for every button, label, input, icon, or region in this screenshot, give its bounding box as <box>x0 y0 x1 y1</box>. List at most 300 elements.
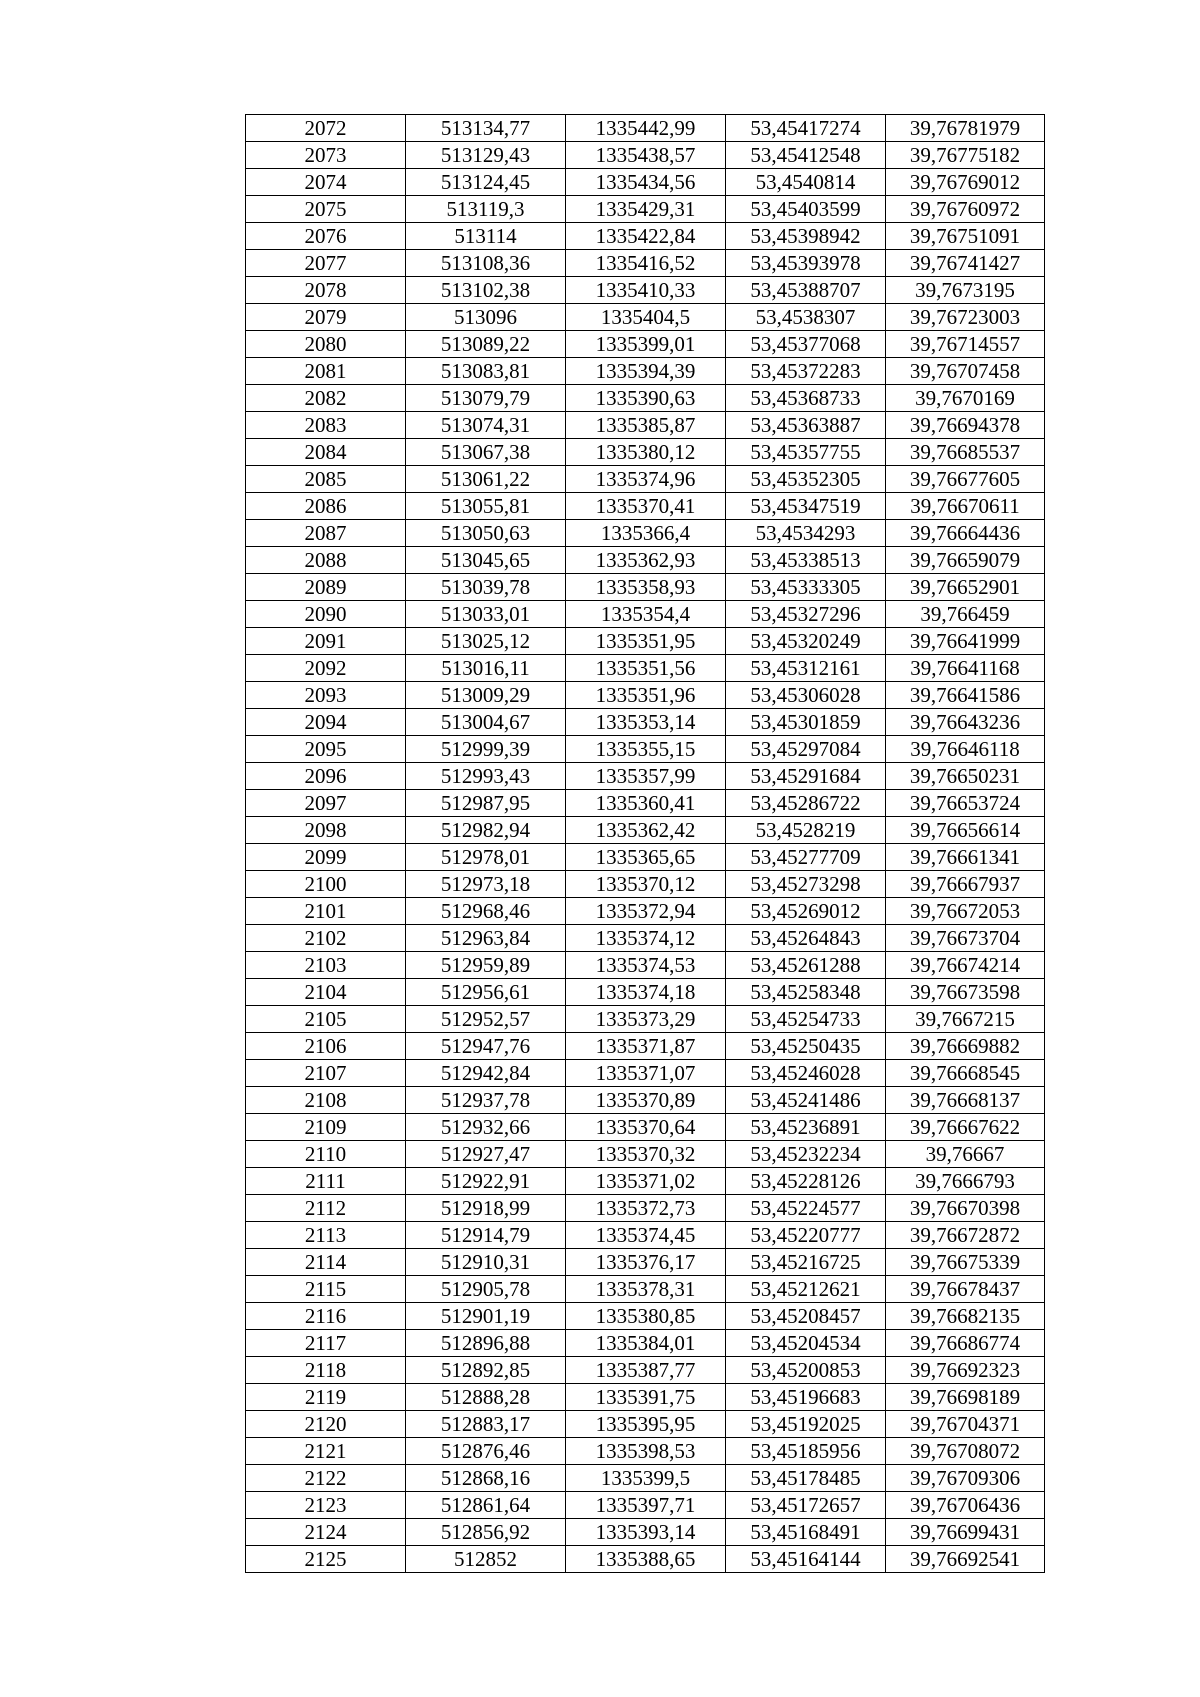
point-number-cell: 2125 <box>246 1546 406 1573</box>
table-row <box>246 655 1045 682</box>
point-number-cell: 2114 <box>246 1249 406 1276</box>
table-row <box>246 439 1045 466</box>
y-coordinate-cell: 1335365,65 <box>566 844 726 871</box>
table-row <box>246 1222 1045 1249</box>
point-number-cell: 2121 <box>246 1438 406 1465</box>
x-coordinate-cell: 513114 <box>406 223 566 250</box>
table-row <box>246 250 1045 277</box>
y-coordinate-cell: 1335374,18 <box>566 979 726 1006</box>
table-row <box>246 304 1045 331</box>
point-number-cell: 2117 <box>246 1330 406 1357</box>
table-row <box>246 1168 1045 1195</box>
point-number-cell: 2075 <box>246 196 406 223</box>
y-coordinate-cell: 1335399,01 <box>566 331 726 358</box>
y-coordinate-cell: 1335366,4 <box>566 520 726 547</box>
y-coordinate-cell: 1335442,99 <box>566 115 726 142</box>
latitude-cell: 53,45269012 <box>726 898 886 925</box>
point-number-cell: 2116 <box>246 1303 406 1330</box>
x-coordinate-cell: 512987,95 <box>406 790 566 817</box>
table-row <box>246 1087 1045 1114</box>
x-coordinate-cell: 513033,01 <box>406 601 566 628</box>
x-coordinate-cell: 513096 <box>406 304 566 331</box>
x-coordinate-cell: 513004,67 <box>406 709 566 736</box>
x-coordinate-cell: 513108,36 <box>406 250 566 277</box>
x-coordinate-cell: 513102,38 <box>406 277 566 304</box>
latitude-cell: 53,45372283 <box>726 358 886 385</box>
y-coordinate-cell: 1335360,41 <box>566 790 726 817</box>
y-coordinate-cell: 1335370,64 <box>566 1114 726 1141</box>
x-coordinate-cell: 512963,84 <box>406 925 566 952</box>
x-coordinate-cell: 512868,16 <box>406 1465 566 1492</box>
x-coordinate-cell: 512952,57 <box>406 1006 566 1033</box>
longitude-cell: 39,76641999 <box>886 628 1045 655</box>
point-number-cell: 2072 <box>246 115 406 142</box>
longitude-cell: 39,76641586 <box>886 682 1045 709</box>
table-row <box>246 682 1045 709</box>
x-coordinate-cell: 513083,81 <box>406 358 566 385</box>
longitude-cell: 39,76692541 <box>886 1546 1045 1573</box>
longitude-cell: 39,76673598 <box>886 979 1045 1006</box>
latitude-cell: 53,45412548 <box>726 142 886 169</box>
longitude-cell: 39,76751091 <box>886 223 1045 250</box>
longitude-cell: 39,76661341 <box>886 844 1045 871</box>
y-coordinate-cell: 1335416,52 <box>566 250 726 277</box>
y-coordinate-cell: 1335399,5 <box>566 1465 726 1492</box>
point-number-cell: 2100 <box>246 871 406 898</box>
longitude-cell: 39,76682135 <box>886 1303 1045 1330</box>
point-number-cell: 2106 <box>246 1033 406 1060</box>
point-number-cell: 2090 <box>246 601 406 628</box>
table-row <box>246 1249 1045 1276</box>
point-number-cell: 2091 <box>246 628 406 655</box>
longitude-cell: 39,76781979 <box>886 115 1045 142</box>
x-coordinate-cell: 513055,81 <box>406 493 566 520</box>
table-row <box>246 358 1045 385</box>
table-row <box>246 979 1045 1006</box>
table-row <box>246 1546 1045 1573</box>
point-number-cell: 2118 <box>246 1357 406 1384</box>
x-coordinate-cell: 512896,88 <box>406 1330 566 1357</box>
x-coordinate-cell: 513134,77 <box>406 115 566 142</box>
point-number-cell: 2098 <box>246 817 406 844</box>
point-number-cell: 2081 <box>246 358 406 385</box>
latitude-cell: 53,45286722 <box>726 790 886 817</box>
table-row <box>246 115 1045 142</box>
x-coordinate-cell: 512927,47 <box>406 1141 566 1168</box>
point-number-cell: 2113 <box>246 1222 406 1249</box>
point-number-cell: 2079 <box>246 304 406 331</box>
table-row <box>246 817 1045 844</box>
latitude-cell: 53,45301859 <box>726 709 886 736</box>
table-row <box>246 1519 1045 1546</box>
point-number-cell: 2111 <box>246 1168 406 1195</box>
latitude-cell: 53,45333305 <box>726 574 886 601</box>
y-coordinate-cell: 1335380,85 <box>566 1303 726 1330</box>
latitude-cell: 53,45192025 <box>726 1411 886 1438</box>
point-number-cell: 2107 <box>246 1060 406 1087</box>
table-row <box>246 1141 1045 1168</box>
y-coordinate-cell: 1335353,14 <box>566 709 726 736</box>
longitude-cell: 39,76670611 <box>886 493 1045 520</box>
y-coordinate-cell: 1335385,87 <box>566 412 726 439</box>
longitude-cell: 39,76686774 <box>886 1330 1045 1357</box>
longitude-cell: 39,76698189 <box>886 1384 1045 1411</box>
y-coordinate-cell: 1335384,01 <box>566 1330 726 1357</box>
latitude-cell: 53,45297084 <box>726 736 886 763</box>
y-coordinate-cell: 1335354,4 <box>566 601 726 628</box>
coordinates-table <box>245 114 1045 1573</box>
x-coordinate-cell: 512861,64 <box>406 1492 566 1519</box>
table-row <box>246 709 1045 736</box>
longitude-cell: 39,76650231 <box>886 763 1045 790</box>
longitude-cell: 39,76672872 <box>886 1222 1045 1249</box>
latitude-cell: 53,45377068 <box>726 331 886 358</box>
x-coordinate-cell: 512932,66 <box>406 1114 566 1141</box>
y-coordinate-cell: 1335434,56 <box>566 169 726 196</box>
point-number-cell: 2099 <box>246 844 406 871</box>
y-coordinate-cell: 1335374,12 <box>566 925 726 952</box>
point-number-cell: 2108 <box>246 1087 406 1114</box>
longitude-cell: 39,76641168 <box>886 655 1045 682</box>
table-row <box>246 925 1045 952</box>
table-row <box>246 1465 1045 1492</box>
x-coordinate-cell: 512999,39 <box>406 736 566 763</box>
y-coordinate-cell: 1335404,5 <box>566 304 726 331</box>
y-coordinate-cell: 1335351,56 <box>566 655 726 682</box>
y-coordinate-cell: 1335358,93 <box>566 574 726 601</box>
y-coordinate-cell: 1335395,95 <box>566 1411 726 1438</box>
latitude-cell: 53,45224577 <box>726 1195 886 1222</box>
table-row <box>246 1384 1045 1411</box>
table-row <box>246 1276 1045 1303</box>
x-coordinate-cell: 513025,12 <box>406 628 566 655</box>
x-coordinate-cell: 512852 <box>406 1546 566 1573</box>
table-row <box>246 520 1045 547</box>
longitude-cell: 39,76699431 <box>886 1519 1045 1546</box>
longitude-cell: 39,76673704 <box>886 925 1045 952</box>
y-coordinate-cell: 1335370,12 <box>566 871 726 898</box>
table-row <box>246 142 1045 169</box>
table-row <box>246 898 1045 925</box>
y-coordinate-cell: 1335351,96 <box>566 682 726 709</box>
x-coordinate-cell: 512973,18 <box>406 871 566 898</box>
longitude-cell: 39,76678437 <box>886 1276 1045 1303</box>
point-number-cell: 2103 <box>246 952 406 979</box>
latitude-cell: 53,45216725 <box>726 1249 886 1276</box>
latitude-cell: 53,45168491 <box>726 1519 886 1546</box>
latitude-cell: 53,45352305 <box>726 466 886 493</box>
point-number-cell: 2120 <box>246 1411 406 1438</box>
longitude-cell: 39,76670398 <box>886 1195 1045 1222</box>
x-coordinate-cell: 512856,92 <box>406 1519 566 1546</box>
table-row <box>246 601 1045 628</box>
x-coordinate-cell: 512956,61 <box>406 979 566 1006</box>
latitude-cell: 53,45273298 <box>726 871 886 898</box>
point-number-cell: 2093 <box>246 682 406 709</box>
table-row <box>246 223 1045 250</box>
latitude-cell: 53,45291684 <box>726 763 886 790</box>
latitude-cell: 53,45185956 <box>726 1438 886 1465</box>
latitude-cell: 53,45258348 <box>726 979 886 1006</box>
y-coordinate-cell: 1335380,12 <box>566 439 726 466</box>
latitude-cell: 53,45306028 <box>726 682 886 709</box>
point-number-cell: 2087 <box>246 520 406 547</box>
table-row <box>246 547 1045 574</box>
y-coordinate-cell: 1335371,02 <box>566 1168 726 1195</box>
latitude-cell: 53,45338513 <box>726 547 886 574</box>
x-coordinate-cell: 512978,01 <box>406 844 566 871</box>
table-row <box>246 763 1045 790</box>
longitude-cell: 39,76694378 <box>886 412 1045 439</box>
point-number-cell: 2109 <box>246 1114 406 1141</box>
x-coordinate-cell: 512914,79 <box>406 1222 566 1249</box>
y-coordinate-cell: 1335370,89 <box>566 1087 726 1114</box>
longitude-cell: 39,76675339 <box>886 1249 1045 1276</box>
x-coordinate-cell: 513089,22 <box>406 331 566 358</box>
point-number-cell: 2086 <box>246 493 406 520</box>
table-row <box>246 331 1045 358</box>
longitude-cell: 39,76708072 <box>886 1438 1045 1465</box>
x-coordinate-cell: 513050,63 <box>406 520 566 547</box>
latitude-cell: 53,45403599 <box>726 196 886 223</box>
longitude-cell: 39,76674214 <box>886 952 1045 979</box>
latitude-cell: 53,45232234 <box>726 1141 886 1168</box>
latitude-cell: 53,45312161 <box>726 655 886 682</box>
latitude-cell: 53,45236891 <box>726 1114 886 1141</box>
latitude-cell: 53,45208457 <box>726 1303 886 1330</box>
longitude-cell: 39,76741427 <box>886 250 1045 277</box>
point-number-cell: 2078 <box>246 277 406 304</box>
longitude-cell: 39,76646118 <box>886 736 1045 763</box>
y-coordinate-cell: 1335390,63 <box>566 385 726 412</box>
y-coordinate-cell: 1335388,65 <box>566 1546 726 1573</box>
point-number-cell: 2085 <box>246 466 406 493</box>
longitude-cell: 39,76692323 <box>886 1357 1045 1384</box>
longitude-cell: 39,76652901 <box>886 574 1045 601</box>
longitude-cell: 39,76667 <box>886 1141 1045 1168</box>
x-coordinate-cell: 513061,22 <box>406 466 566 493</box>
table-row <box>246 1411 1045 1438</box>
longitude-cell: 39,76677605 <box>886 466 1045 493</box>
latitude-cell: 53,4534293 <box>726 520 886 547</box>
y-coordinate-cell: 1335391,75 <box>566 1384 726 1411</box>
x-coordinate-cell: 512968,46 <box>406 898 566 925</box>
latitude-cell: 53,45200853 <box>726 1357 886 1384</box>
y-coordinate-cell: 1335387,77 <box>566 1357 726 1384</box>
x-coordinate-cell: 512888,28 <box>406 1384 566 1411</box>
point-number-cell: 2097 <box>246 790 406 817</box>
y-coordinate-cell: 1335378,31 <box>566 1276 726 1303</box>
point-number-cell: 2084 <box>246 439 406 466</box>
y-coordinate-cell: 1335372,94 <box>566 898 726 925</box>
x-coordinate-cell: 513045,65 <box>406 547 566 574</box>
x-coordinate-cell: 513067,38 <box>406 439 566 466</box>
latitude-cell: 53,45164144 <box>726 1546 886 1573</box>
latitude-cell: 53,4528219 <box>726 817 886 844</box>
x-coordinate-cell: 513119,3 <box>406 196 566 223</box>
latitude-cell: 53,45254733 <box>726 1006 886 1033</box>
latitude-cell: 53,45417274 <box>726 115 886 142</box>
latitude-cell: 53,45327296 <box>726 601 886 628</box>
table-row <box>246 277 1045 304</box>
y-coordinate-cell: 1335410,33 <box>566 277 726 304</box>
point-number-cell: 2082 <box>246 385 406 412</box>
point-number-cell: 2122 <box>246 1465 406 1492</box>
latitude-cell: 53,45220777 <box>726 1222 886 1249</box>
point-number-cell: 2095 <box>246 736 406 763</box>
longitude-cell: 39,76714557 <box>886 331 1045 358</box>
point-number-cell: 2110 <box>246 1141 406 1168</box>
point-number-cell: 2123 <box>246 1492 406 1519</box>
x-coordinate-cell: 512993,43 <box>406 763 566 790</box>
x-coordinate-cell: 512905,78 <box>406 1276 566 1303</box>
longitude-cell: 39,76667622 <box>886 1114 1045 1141</box>
y-coordinate-cell: 1335394,39 <box>566 358 726 385</box>
y-coordinate-cell: 1335362,93 <box>566 547 726 574</box>
latitude-cell: 53,45250435 <box>726 1033 886 1060</box>
longitude-cell: 39,76659079 <box>886 547 1045 574</box>
longitude-cell: 39,76760972 <box>886 196 1045 223</box>
longitude-cell: 39,76709306 <box>886 1465 1045 1492</box>
y-coordinate-cell: 1335370,41 <box>566 493 726 520</box>
point-number-cell: 2073 <box>246 142 406 169</box>
latitude-cell: 53,45320249 <box>726 628 886 655</box>
table-row <box>246 871 1045 898</box>
y-coordinate-cell: 1335429,31 <box>566 196 726 223</box>
y-coordinate-cell: 1335373,29 <box>566 1006 726 1033</box>
x-coordinate-cell: 512901,19 <box>406 1303 566 1330</box>
x-coordinate-cell: 512982,94 <box>406 817 566 844</box>
x-coordinate-cell: 512910,31 <box>406 1249 566 1276</box>
y-coordinate-cell: 1335438,57 <box>566 142 726 169</box>
x-coordinate-cell: 513079,79 <box>406 385 566 412</box>
longitude-cell: 39,76643236 <box>886 709 1045 736</box>
longitude-cell: 39,7667215 <box>886 1006 1045 1033</box>
longitude-cell: 39,76672053 <box>886 898 1045 925</box>
y-coordinate-cell: 1335397,71 <box>566 1492 726 1519</box>
longitude-cell: 39,76668137 <box>886 1087 1045 1114</box>
latitude-cell: 53,45368733 <box>726 385 886 412</box>
x-coordinate-cell: 512876,46 <box>406 1438 566 1465</box>
table-row <box>246 574 1045 601</box>
latitude-cell: 53,45398942 <box>726 223 886 250</box>
x-coordinate-cell: 512937,78 <box>406 1087 566 1114</box>
x-coordinate-cell: 512942,84 <box>406 1060 566 1087</box>
longitude-cell: 39,76707458 <box>886 358 1045 385</box>
latitude-cell: 53,45261288 <box>726 952 886 979</box>
x-coordinate-cell: 512918,99 <box>406 1195 566 1222</box>
latitude-cell: 53,45393978 <box>726 250 886 277</box>
latitude-cell: 53,45363887 <box>726 412 886 439</box>
x-coordinate-cell: 512922,91 <box>406 1168 566 1195</box>
table-row <box>246 169 1045 196</box>
latitude-cell: 53,45212621 <box>726 1276 886 1303</box>
x-coordinate-cell: 513129,43 <box>406 142 566 169</box>
point-number-cell: 2115 <box>246 1276 406 1303</box>
latitude-cell: 53,4540814 <box>726 169 886 196</box>
point-number-cell: 2119 <box>246 1384 406 1411</box>
y-coordinate-cell: 1335371,07 <box>566 1060 726 1087</box>
latitude-cell: 53,45172657 <box>726 1492 886 1519</box>
table-row <box>246 1330 1045 1357</box>
y-coordinate-cell: 1335355,15 <box>566 736 726 763</box>
y-coordinate-cell: 1335374,53 <box>566 952 726 979</box>
table-row <box>246 844 1045 871</box>
point-number-cell: 2094 <box>246 709 406 736</box>
point-number-cell: 2092 <box>246 655 406 682</box>
point-number-cell: 2102 <box>246 925 406 952</box>
y-coordinate-cell: 1335376,17 <box>566 1249 726 1276</box>
y-coordinate-cell: 1335422,84 <box>566 223 726 250</box>
table-row <box>246 1195 1045 1222</box>
longitude-cell: 39,76669882 <box>886 1033 1045 1060</box>
latitude-cell: 53,45388707 <box>726 277 886 304</box>
table-row <box>246 1033 1045 1060</box>
table-row <box>246 736 1045 763</box>
x-coordinate-cell: 512892,85 <box>406 1357 566 1384</box>
longitude-cell: 39,76668545 <box>886 1060 1045 1087</box>
latitude-cell: 53,45246028 <box>726 1060 886 1087</box>
latitude-cell: 53,45347519 <box>726 493 886 520</box>
longitude-cell: 39,76706436 <box>886 1492 1045 1519</box>
longitude-cell: 39,7666793 <box>886 1168 1045 1195</box>
point-number-cell: 2096 <box>246 763 406 790</box>
x-coordinate-cell: 512959,89 <box>406 952 566 979</box>
longitude-cell: 39,76704371 <box>886 1411 1045 1438</box>
x-coordinate-cell: 513016,11 <box>406 655 566 682</box>
y-coordinate-cell: 1335370,32 <box>566 1141 726 1168</box>
longitude-cell: 39,76653724 <box>886 790 1045 817</box>
y-coordinate-cell: 1335393,14 <box>566 1519 726 1546</box>
longitude-cell: 39,76656614 <box>886 817 1045 844</box>
point-number-cell: 2105 <box>246 1006 406 1033</box>
longitude-cell: 39,76723003 <box>886 304 1045 331</box>
table-row <box>246 1438 1045 1465</box>
table-row <box>246 1006 1045 1033</box>
x-coordinate-cell: 513124,45 <box>406 169 566 196</box>
latitude-cell: 53,45196683 <box>726 1384 886 1411</box>
latitude-cell: 53,45228126 <box>726 1168 886 1195</box>
point-number-cell: 2101 <box>246 898 406 925</box>
table-row <box>246 790 1045 817</box>
longitude-cell: 39,766459 <box>886 601 1045 628</box>
point-number-cell: 2112 <box>246 1195 406 1222</box>
table-row <box>246 1114 1045 1141</box>
point-number-cell: 2088 <box>246 547 406 574</box>
coordinates-table-body <box>246 115 1045 1573</box>
y-coordinate-cell: 1335362,42 <box>566 817 726 844</box>
longitude-cell: 39,76685537 <box>886 439 1045 466</box>
longitude-cell: 39,76769012 <box>886 169 1045 196</box>
table-row <box>246 196 1045 223</box>
latitude-cell: 53,45264843 <box>726 925 886 952</box>
longitude-cell: 39,7673195 <box>886 277 1045 304</box>
longitude-cell: 39,76664436 <box>886 520 1045 547</box>
table-row <box>246 628 1045 655</box>
x-coordinate-cell: 513039,78 <box>406 574 566 601</box>
table-row <box>246 1060 1045 1087</box>
y-coordinate-cell: 1335357,99 <box>566 763 726 790</box>
table-row <box>246 952 1045 979</box>
table-row <box>246 1303 1045 1330</box>
longitude-cell: 39,76775182 <box>886 142 1045 169</box>
y-coordinate-cell: 1335374,96 <box>566 466 726 493</box>
table-row <box>246 412 1045 439</box>
latitude-cell: 53,45277709 <box>726 844 886 871</box>
latitude-cell: 53,45178485 <box>726 1465 886 1492</box>
latitude-cell: 53,45357755 <box>726 439 886 466</box>
longitude-cell: 39,7670169 <box>886 385 1045 412</box>
